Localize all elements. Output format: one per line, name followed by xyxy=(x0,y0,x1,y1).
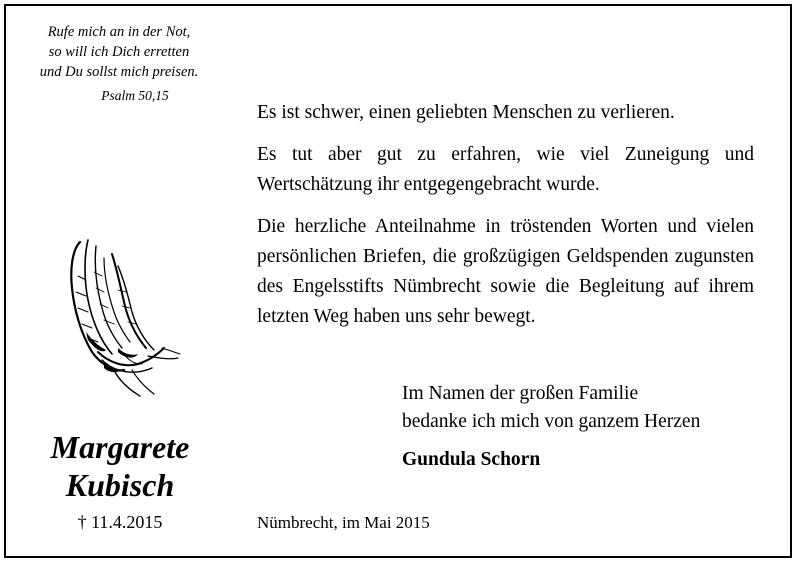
deceased-first-name: Margarete xyxy=(50,429,190,465)
message-paragraph: Es tut aber gut zu erfahren, wie viel Zuneigung und Wertschätzung ihr entgegengebracht wurde. xyxy=(257,144,754,195)
death-date: † 11.4.2015 xyxy=(77,512,163,532)
message-paragraph: Die herzliche Anteilnahme in tröstenden Worten und vielen persönlichen Briefen, die großzügigen Geldspenden zugunsten des Engelsstifts Nümbrecht sowie die Begleitung auf ihrem letzten Weg haben uns sehr bewegt. xyxy=(257,216,754,327)
deceased-name xyxy=(20,428,220,504)
verse-line: so will ich Dich erretten xyxy=(48,44,190,60)
verse-reference: Psalm 50,15 xyxy=(101,88,169,103)
praying-hands-icon xyxy=(58,236,184,400)
thank-you-message xyxy=(257,98,754,344)
verse-line: Rufe mich an in der Not, xyxy=(47,24,191,40)
closing-line: Im Namen der großen Familie xyxy=(402,383,639,404)
closing-line: bedanke ich mich von ganzem Herzen xyxy=(402,411,701,432)
signer-name: Gundula Schorn xyxy=(402,449,541,470)
verse-line: und Du sollst mich preisen. xyxy=(39,64,199,80)
bible-verse xyxy=(14,22,224,82)
deceased-last-name: Kubisch xyxy=(65,467,175,503)
message-paragraph: Es ist schwer, einen geliebten Menschen zu verlieren. xyxy=(257,102,675,123)
place-date: Nümbrecht, im Mai 2015 xyxy=(257,513,430,532)
closing-lines xyxy=(402,380,772,436)
